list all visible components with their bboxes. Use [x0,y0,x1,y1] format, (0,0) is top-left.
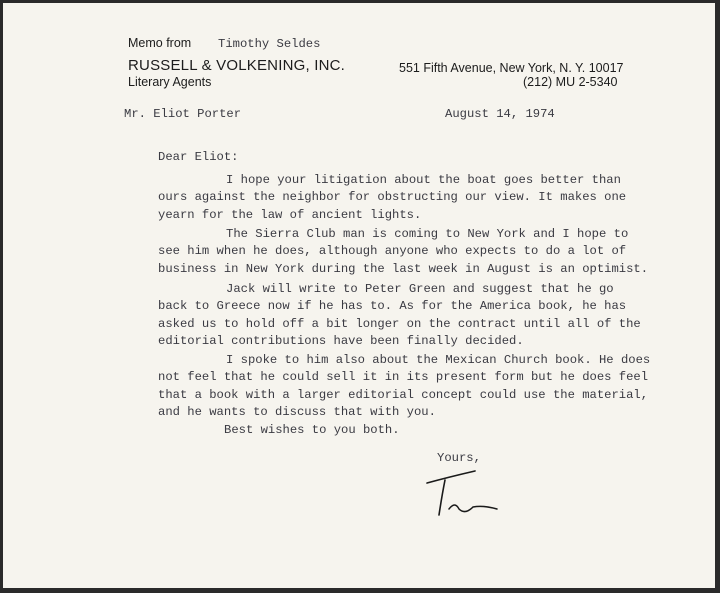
paragraph-3 [158,281,658,350]
paragraph-line: yearn for the law of ancient lights. [158,207,422,222]
paragraph-line: see him when he does, although anyone who expects to do a lot of [158,244,627,259]
paragraph-1 [158,172,658,224]
recipient: Mr. Eliot Porter [124,107,242,121]
paragraph-line: asked us to hold off a bit longer on the contract until all of the [158,316,641,331]
paragraph-2 [158,226,658,278]
signature [423,465,513,525]
valediction: Yours, [437,451,481,465]
paragraph-line: not feel that he could sell it in its present form but he does feel [158,370,649,385]
paragraph-line: I hope your litigation about the boat goes better than [226,173,621,187]
company-subtitle: Literary Agents [128,75,212,89]
paragraph-line: back to Greece now if he has to. As for the America book, he has [158,299,627,314]
memo-from-label: Memo from [128,36,192,50]
company-phone: (212) MU 2-5340 [523,75,618,89]
paragraph-line: ours against the neighbor for obstructing our view. It makes one [158,190,627,205]
letter-date: August 14, 1974 [445,107,555,121]
paragraph-line: and he wants to discuss that with you. [158,404,436,419]
paragraph-line: The Sierra Club man is coming to New York and I hope to [226,227,629,241]
closing-wishes: Best wishes to you both. [224,423,400,437]
memo-from-name: Timothy Seldes [218,37,321,51]
paragraph-4 [158,352,658,421]
paragraph-line: editorial contributions have been finally decided. [158,333,524,348]
letter-page [3,3,715,588]
company-name: RUSSELL & VOLKENING, INC. [128,57,346,74]
company-address: 551 Fifth Avenue, New York, N. Y. 10017 [399,61,624,75]
paragraph-line: Jack will write to Peter Green and suggest that he go [226,282,614,296]
paragraph-line: that a book with a larger editorial concept could use the material, [158,387,649,402]
paragraph-line: I spoke to him also about the Mexican Church book. He does [226,353,651,367]
salutation: Dear Eliot: [158,150,239,164]
paragraph-line: business in New York during the last week in August is an optimist. [158,261,649,276]
